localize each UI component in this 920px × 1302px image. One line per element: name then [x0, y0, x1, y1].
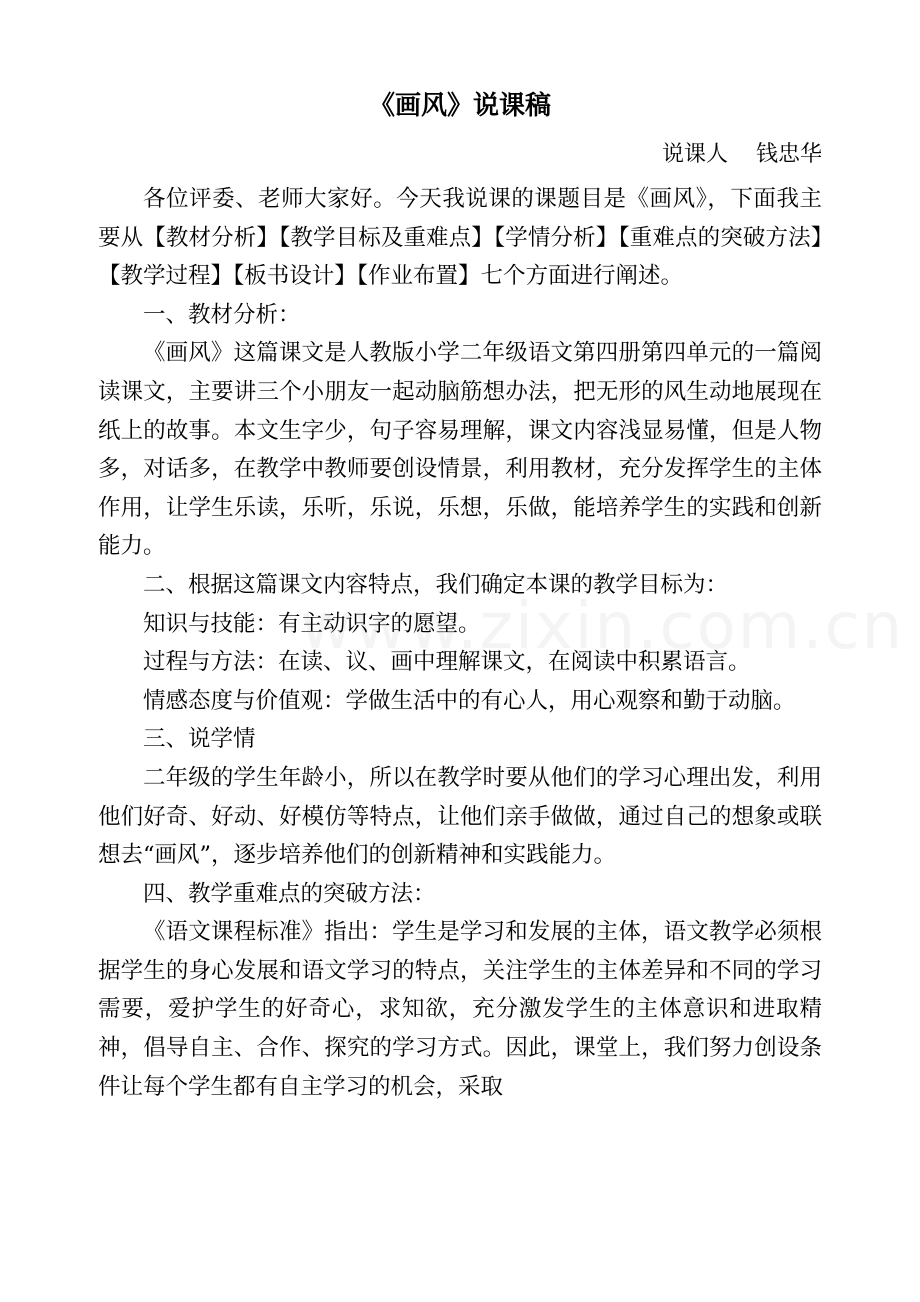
author-line: 说课人 钱忠华	[662, 142, 822, 167]
heading-teaching-goals: 二、根据这篇课文内容特点，我们确定本课的教学目标为：	[143, 571, 729, 598]
document-title: 《画风》说课稿	[368, 91, 551, 121]
paragraph-goal-knowledge: 知识与技能：有主动识字的愿望。	[143, 610, 481, 637]
paragraph-goal-process: 过程与方法：在读、议、画中理解课文，在阅读中积累语言。	[143, 649, 751, 676]
heading-textbook-analysis: 一、教材分析：	[143, 301, 301, 328]
heading-learner-analysis: 三、说学情	[143, 726, 256, 753]
paragraph-key-difficulties: 《语文课程标准》指出：学生是学习和发展的主体，语文教学必须根据学生的身心发展和语文学习的特点，关注学生的主体差异和不同的学习需要，爱护学生的好奇心，求知欲，充分激发学生的主体意识和进取精神，倡导自主、合作、探究的学习方式。因此，课堂上，我们努力创设条件让每个学生都有自主学习的机会，采取	[98, 919, 822, 1100]
heading-key-difficulties: 四、教学重难点的突破方法：	[143, 880, 436, 907]
paragraph-learner-analysis: 二年级的学生年龄小，所以在教学时要从他们的学习心理出发，利用他们好奇、好动、好模仿等特点，让他们亲手做做，通过自己的想象或联想去“画风”，逐步培养他们的创新精神和实践能力。	[98, 764, 822, 869]
paragraph-intro: 各位评委、老师大家好。今天我说课的课题目是《画风》，下面我主要从【教材分析】【教学目标及重难点】【学情分析】【重难点的突破方法】【教学过程】【板书设计】【作业布置】七个方面进行阐述。	[98, 186, 822, 290]
document-body	[98, 180, 822, 1106]
paragraph-goal-attitude: 情感态度与价值观：学做生活中的有心人，用心观察和勤于动脑。	[143, 687, 796, 714]
paragraph-textbook-analysis: 《画风》这篇课文是人教版小学二年级语文第四册第四单元的一篇阅读课文，主要讲三个小朋友一起动脑筋想办法，把无形的风生动地展现在纸上的故事。本文生字少，句子容易理解，课文内容浅显易懂，但是人物多，对话多，在教学中教师要创设情景，利用教材，充分发挥学生的主体作用，让学生乐读，乐听，乐说，乐想，乐做，能培养学生的实践和创新能力。	[98, 340, 822, 560]
